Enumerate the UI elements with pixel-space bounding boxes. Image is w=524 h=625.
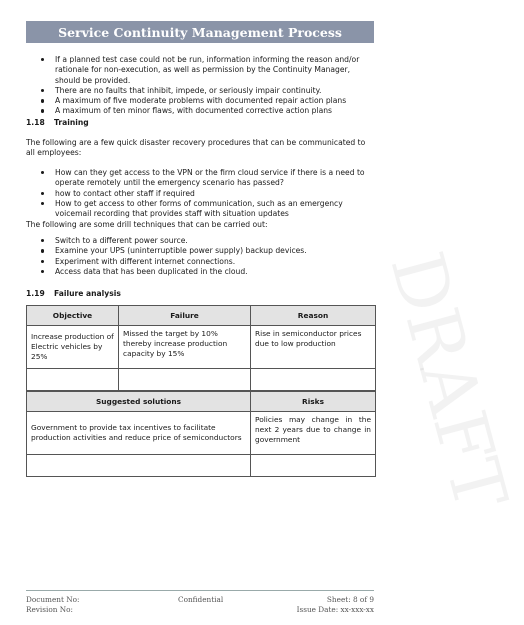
column-header: Suggested solutions: [27, 392, 251, 412]
table-row: [27, 369, 376, 391]
list-item: How can they get access to the VPN or the firm cloud service if there is a need to operate remotely until the emergency scenario has passed?: [26, 168, 376, 189]
column-header: Reason: [251, 306, 376, 326]
column-header: Failure: [119, 306, 251, 326]
footer-divider: [26, 590, 374, 591]
footer-document-no: Document No:: [26, 595, 80, 604]
list-item: How to get access to other forms of communication, such as an emergency voicemail recording that provides staff with situation updates: [26, 199, 376, 220]
table-cell: Policies may change in the next 2 years due to change in government: [251, 412, 376, 455]
table-cell: Increase production of Electric vehicles by 25%: [27, 326, 119, 369]
list-item: Access data that has been duplicated in the cloud.: [26, 267, 376, 277]
drill-intro: The following are some drill techniques that can be carried out:: [26, 220, 268, 229]
footer-sheet: Sheet: 8 of 9: [326, 595, 374, 604]
table-cell: [119, 369, 251, 391]
page-title: Service Continuity Management Process: [58, 24, 342, 40]
table-cell: [27, 455, 251, 477]
section-title: Failure analysis: [54, 289, 121, 298]
table-cell: [251, 369, 376, 391]
drill-bullet-list: [26, 236, 376, 277]
solutions-table: [26, 391, 376, 477]
training-intro: The following are a few quick disaster recovery procedures that can be communicated to all employees:: [26, 138, 366, 158]
table-header-row: [27, 306, 376, 326]
column-header: Objective: [27, 306, 119, 326]
section-title: Training: [54, 118, 89, 127]
page-header-bar: [26, 21, 374, 43]
list-item: Switch to a different power source.: [26, 236, 376, 246]
table-cell: [251, 455, 376, 477]
table-cell: Missed the target by 10% thereby increase production capacity by 15%: [119, 326, 251, 369]
top-bullet-list: [26, 55, 376, 117]
footer-revision-no: Revision No:: [26, 605, 73, 614]
section-number: 1.19: [26, 289, 45, 298]
list-item: Examine your UPS (uninterruptible power supply) backup devices.: [26, 246, 376, 256]
footer-confidential: Confidential: [178, 595, 224, 604]
footer-issue-date: Issue Date: xx-xxx-xx: [296, 605, 374, 614]
section-heading-training: [26, 118, 89, 127]
section-number: 1.18: [26, 118, 45, 127]
failure-table: [26, 305, 376, 391]
training-bullet-list: [26, 168, 376, 219]
list-item: how to contact other staff if required: [26, 189, 376, 199]
column-header: Risks: [251, 392, 376, 412]
list-item: If a planned test case could not be run, information informing the reason and/or rationale for non-execution, as well as permission by the Continuity Manager, should be provided.: [26, 55, 376, 86]
list-item: A maximum of five moderate problems with documented repair action plans: [26, 96, 376, 106]
list-item: There are no faults that inhibit, impede, or seriously impair continuity.: [26, 86, 376, 96]
table-row: [27, 412, 376, 455]
table-row: [27, 326, 376, 369]
section-heading-failure-analysis: [26, 289, 121, 298]
table-cell: Government to provide tax incentives to facilitate production activities and reduce price of semiconductors: [27, 412, 251, 455]
table-header-row: [27, 392, 376, 412]
draft-watermark: DRAFT: [374, 243, 524, 519]
list-item: A maximum of ten minor flaws, with documented corrective action plans: [26, 106, 376, 116]
list-item: Experiment with different internet connections.: [26, 257, 376, 267]
table-row: [27, 455, 376, 477]
table-cell: [27, 369, 119, 391]
table-cell: Rise in semiconductor prices due to low production: [251, 326, 376, 369]
